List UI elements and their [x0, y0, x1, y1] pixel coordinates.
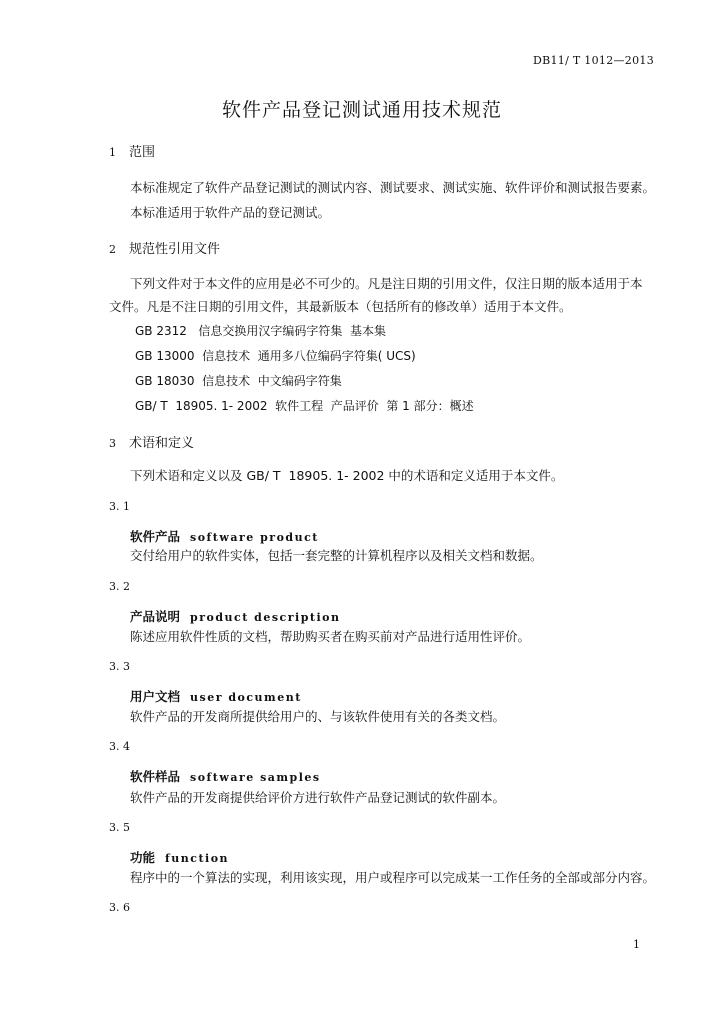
term-heading	[130, 848, 229, 866]
reference-item: GB 2312 信息交换用汉字编码字符集 基本集	[135, 324, 386, 338]
term-number: 3. 2	[109, 580, 130, 593]
section-heading-2	[109, 238, 220, 257]
term-definition: 软件产品的开发商提供给评价方进行软件产品登记测试的软件副本。	[130, 790, 506, 805]
term-number: 3. 3	[109, 660, 130, 673]
term-english: software product	[190, 531, 319, 544]
terms-intro: 下列术语和定义以及 GB/ T 18905. 1- 2002 中的术语和定义适用于本文件。	[130, 468, 564, 483]
term-number: 3. 5	[109, 821, 130, 834]
term-definition: 程序中的一个算法的实现，利用该实现，用户或程序可以完成某一工作任务的全部或部分内容。	[130, 870, 656, 885]
term-english: function	[165, 852, 230, 865]
document-title: 软件产品登记测试通用技术规范	[221, 99, 502, 121]
section-heading-3	[109, 432, 194, 451]
section-heading-1	[109, 141, 155, 160]
term-chinese: 功能	[130, 850, 156, 865]
page-number: 1	[633, 938, 640, 951]
term-number: 3. 4	[109, 740, 130, 753]
term-heading	[130, 607, 340, 625]
term-chinese: 用户文档	[130, 689, 181, 704]
term-number: 3. 1	[109, 500, 130, 513]
term-definition: 陈述应用软件性质的文档，帮助购买者在购买前对产品进行适用性评价。	[130, 629, 531, 644]
term-definition: 交付给用户的软件实体，包括一套完整的计算机程序以及相关文档和数据。	[130, 548, 543, 563]
refs-intro-line-1: 下列文件对于本文件的应用是必不可少的。凡是注日期的引用文件，仅注日期的版本适用于本	[130, 276, 643, 291]
section-number: 3	[109, 437, 116, 450]
term-heading	[130, 687, 302, 705]
scope-paragraph-1: 本标准规定了软件产品登记测试的测试内容、测试要求、测试实施、软件评价和测试报告要素。	[130, 180, 656, 195]
term-english: software samples	[190, 771, 321, 784]
term-english: user document	[190, 691, 302, 704]
term-definition: 软件产品的开发商所提供给用户的、与该软件使用有关的各类文档。	[130, 709, 506, 724]
term-english: product description	[190, 611, 341, 624]
section-title: 范围	[129, 145, 156, 160]
term-chinese: 软件产品	[130, 529, 181, 544]
reference-item: GB 18030 信息技术 中文编码字符集	[135, 374, 342, 388]
standard-code: DB11/ T 1012—2013	[532, 54, 654, 67]
scope-paragraph-2: 本标准适用于软件产品的登记测试。	[130, 205, 331, 220]
reference-item: GB 13000 信息技术 通用多八位编码字符集( UCS)	[135, 349, 416, 363]
section-title: 术语和定义	[129, 436, 195, 451]
term-heading	[130, 767, 321, 785]
term-heading	[130, 527, 319, 545]
section-number: 2	[109, 243, 116, 256]
section-number: 1	[109, 146, 116, 159]
section-title: 规范性引用文件	[129, 242, 221, 257]
term-chinese: 软件样品	[130, 769, 181, 784]
term-number: 3. 6	[109, 901, 130, 914]
reference-item: GB/ T 18905. 1- 2002 软件工程 产品评价 第 1 部分：概述	[135, 399, 474, 413]
refs-intro-line-2: 文件。凡是不注日期的引用文件，其最新版本（包括所有的修改单）适用于本文件。	[109, 299, 572, 314]
term-chinese: 产品说明	[130, 609, 181, 624]
